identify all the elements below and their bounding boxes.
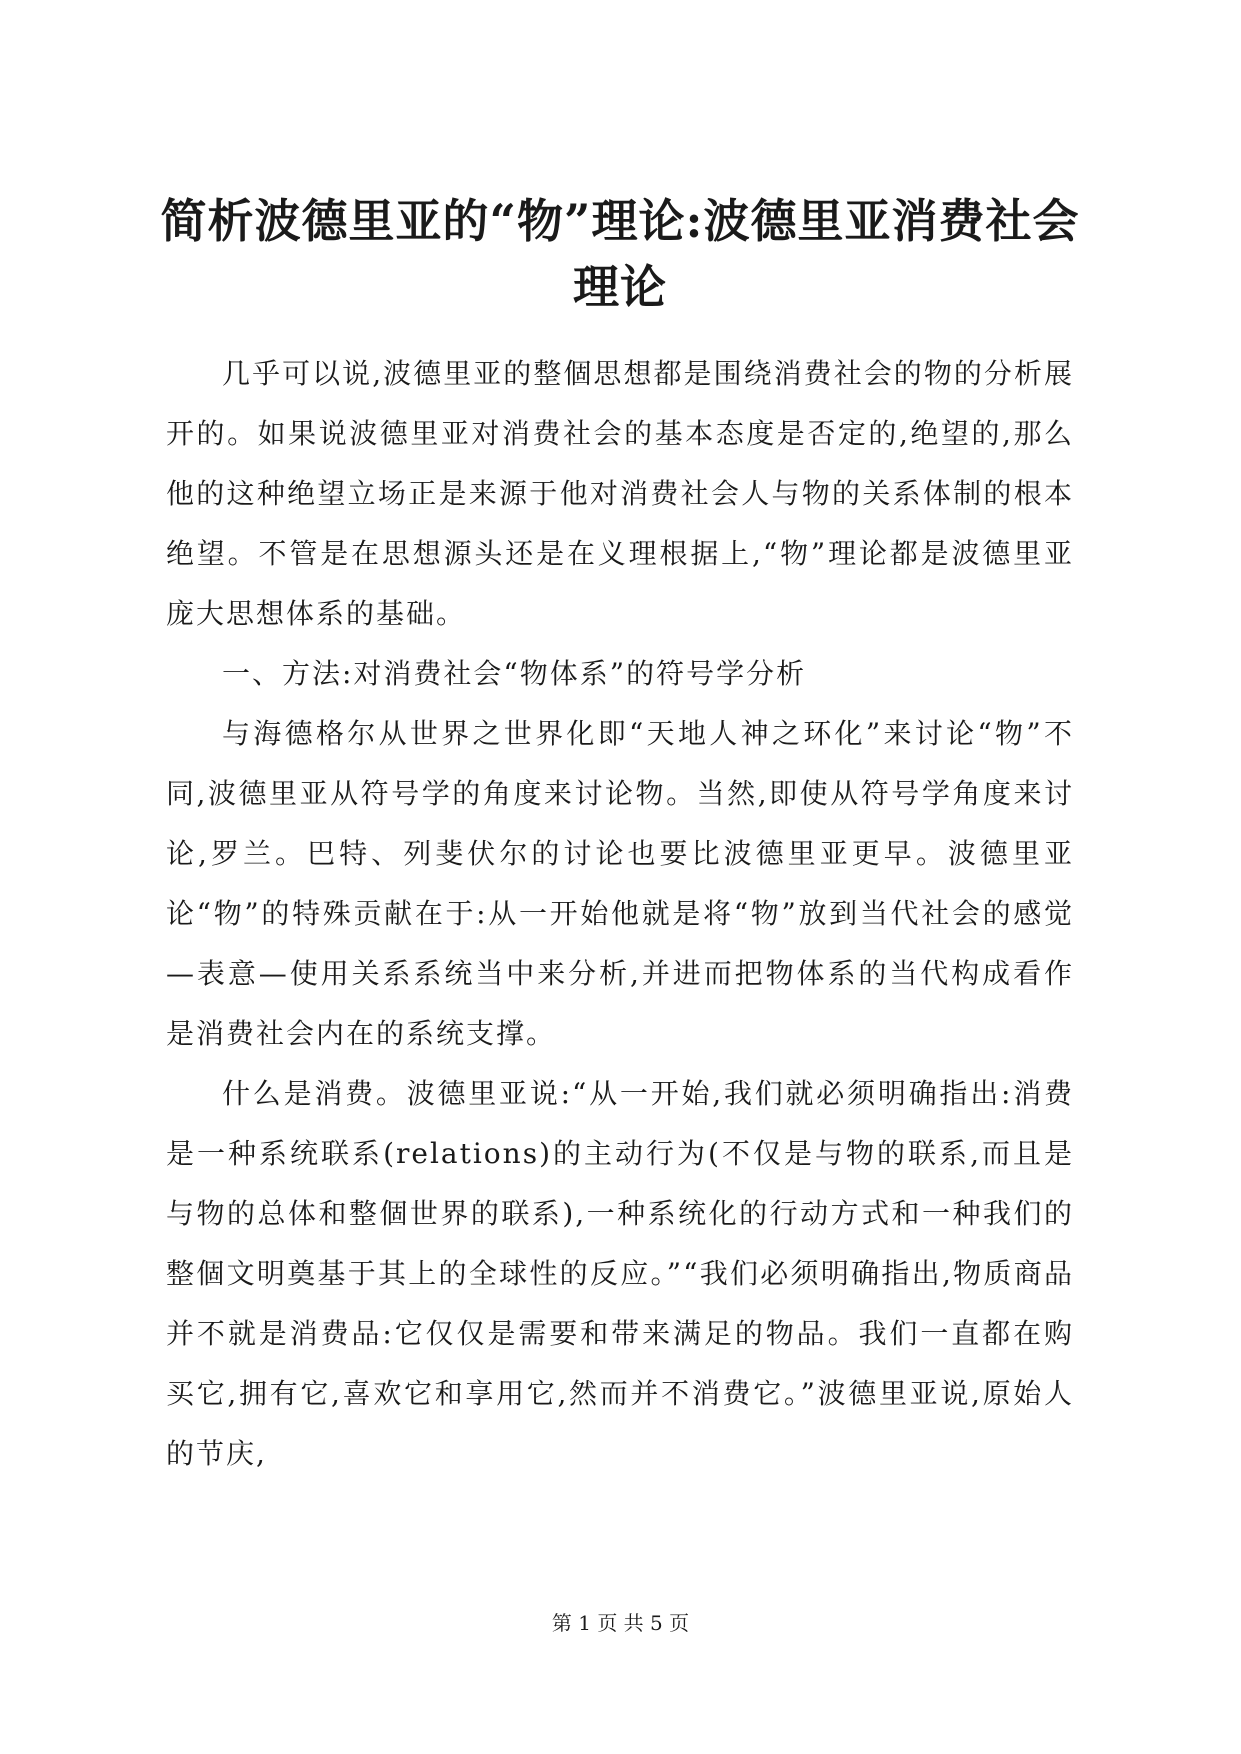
paragraph-consumption: 什么是消费。波德里亚说:“从一开始,我们就必须明确指出:消费是一种系统联系(relations)的主动行为(不仅是与物的联系,而且是与物的总体和整個世界的联系),一种系统化的行动方式和一种我们的整個文明奠基于其上的全球性的反应。”“我们必须明确指出,物质商品并不就是消费品:它仅仅是需要和带来满足的物品。我们一直都在购买它,拥有它,喜欢它和享用它,然而并不消费它。”波德里亚说,原始人的节庆, — [166, 1077, 1074, 1470]
document-body — [166, 344, 1074, 1484]
section-heading-method: 一、方法:对消费社会“物体系”的符号学分析 — [222, 657, 807, 690]
paragraph-semiotics: 与海德格尔从世界之世界化即“天地人神之环化”来讨论“物”不同,波德里亚从符号学的角度来讨论物。当然,即使从符号学角度来讨论,罗兰。巴特、列斐伏尔的讨论也要比波德里亚更早。波德里亚论“物”的特殊贡献在于:从一开始他就是将“物”放到当代社会的感觉—表意—使用关系系统当中来分析,并进而把物体系的当代构成看作是消费社会内在的系统支撑。 — [166, 717, 1074, 1050]
page-footer: 第 1 页 共 5 页 — [551, 1611, 690, 1635]
document-title: 简析波德里亚的“物”理论:波德里亚消费社会理论 — [160, 194, 1080, 314]
paragraph-intro: 几乎可以说,波德里亚的整個思想都是围绕消费社会的物的分析展开的。如果说波德里亚对消费社会的基本态度是否定的,绝望的,那么他的这种绝望立场正是来源于他对消费社会人与物的关系体制的根本绝望。不管是在思想源头还是在义理根据上,“物”理论都是波德里亚庞大思想体系的基础。 — [166, 357, 1074, 630]
